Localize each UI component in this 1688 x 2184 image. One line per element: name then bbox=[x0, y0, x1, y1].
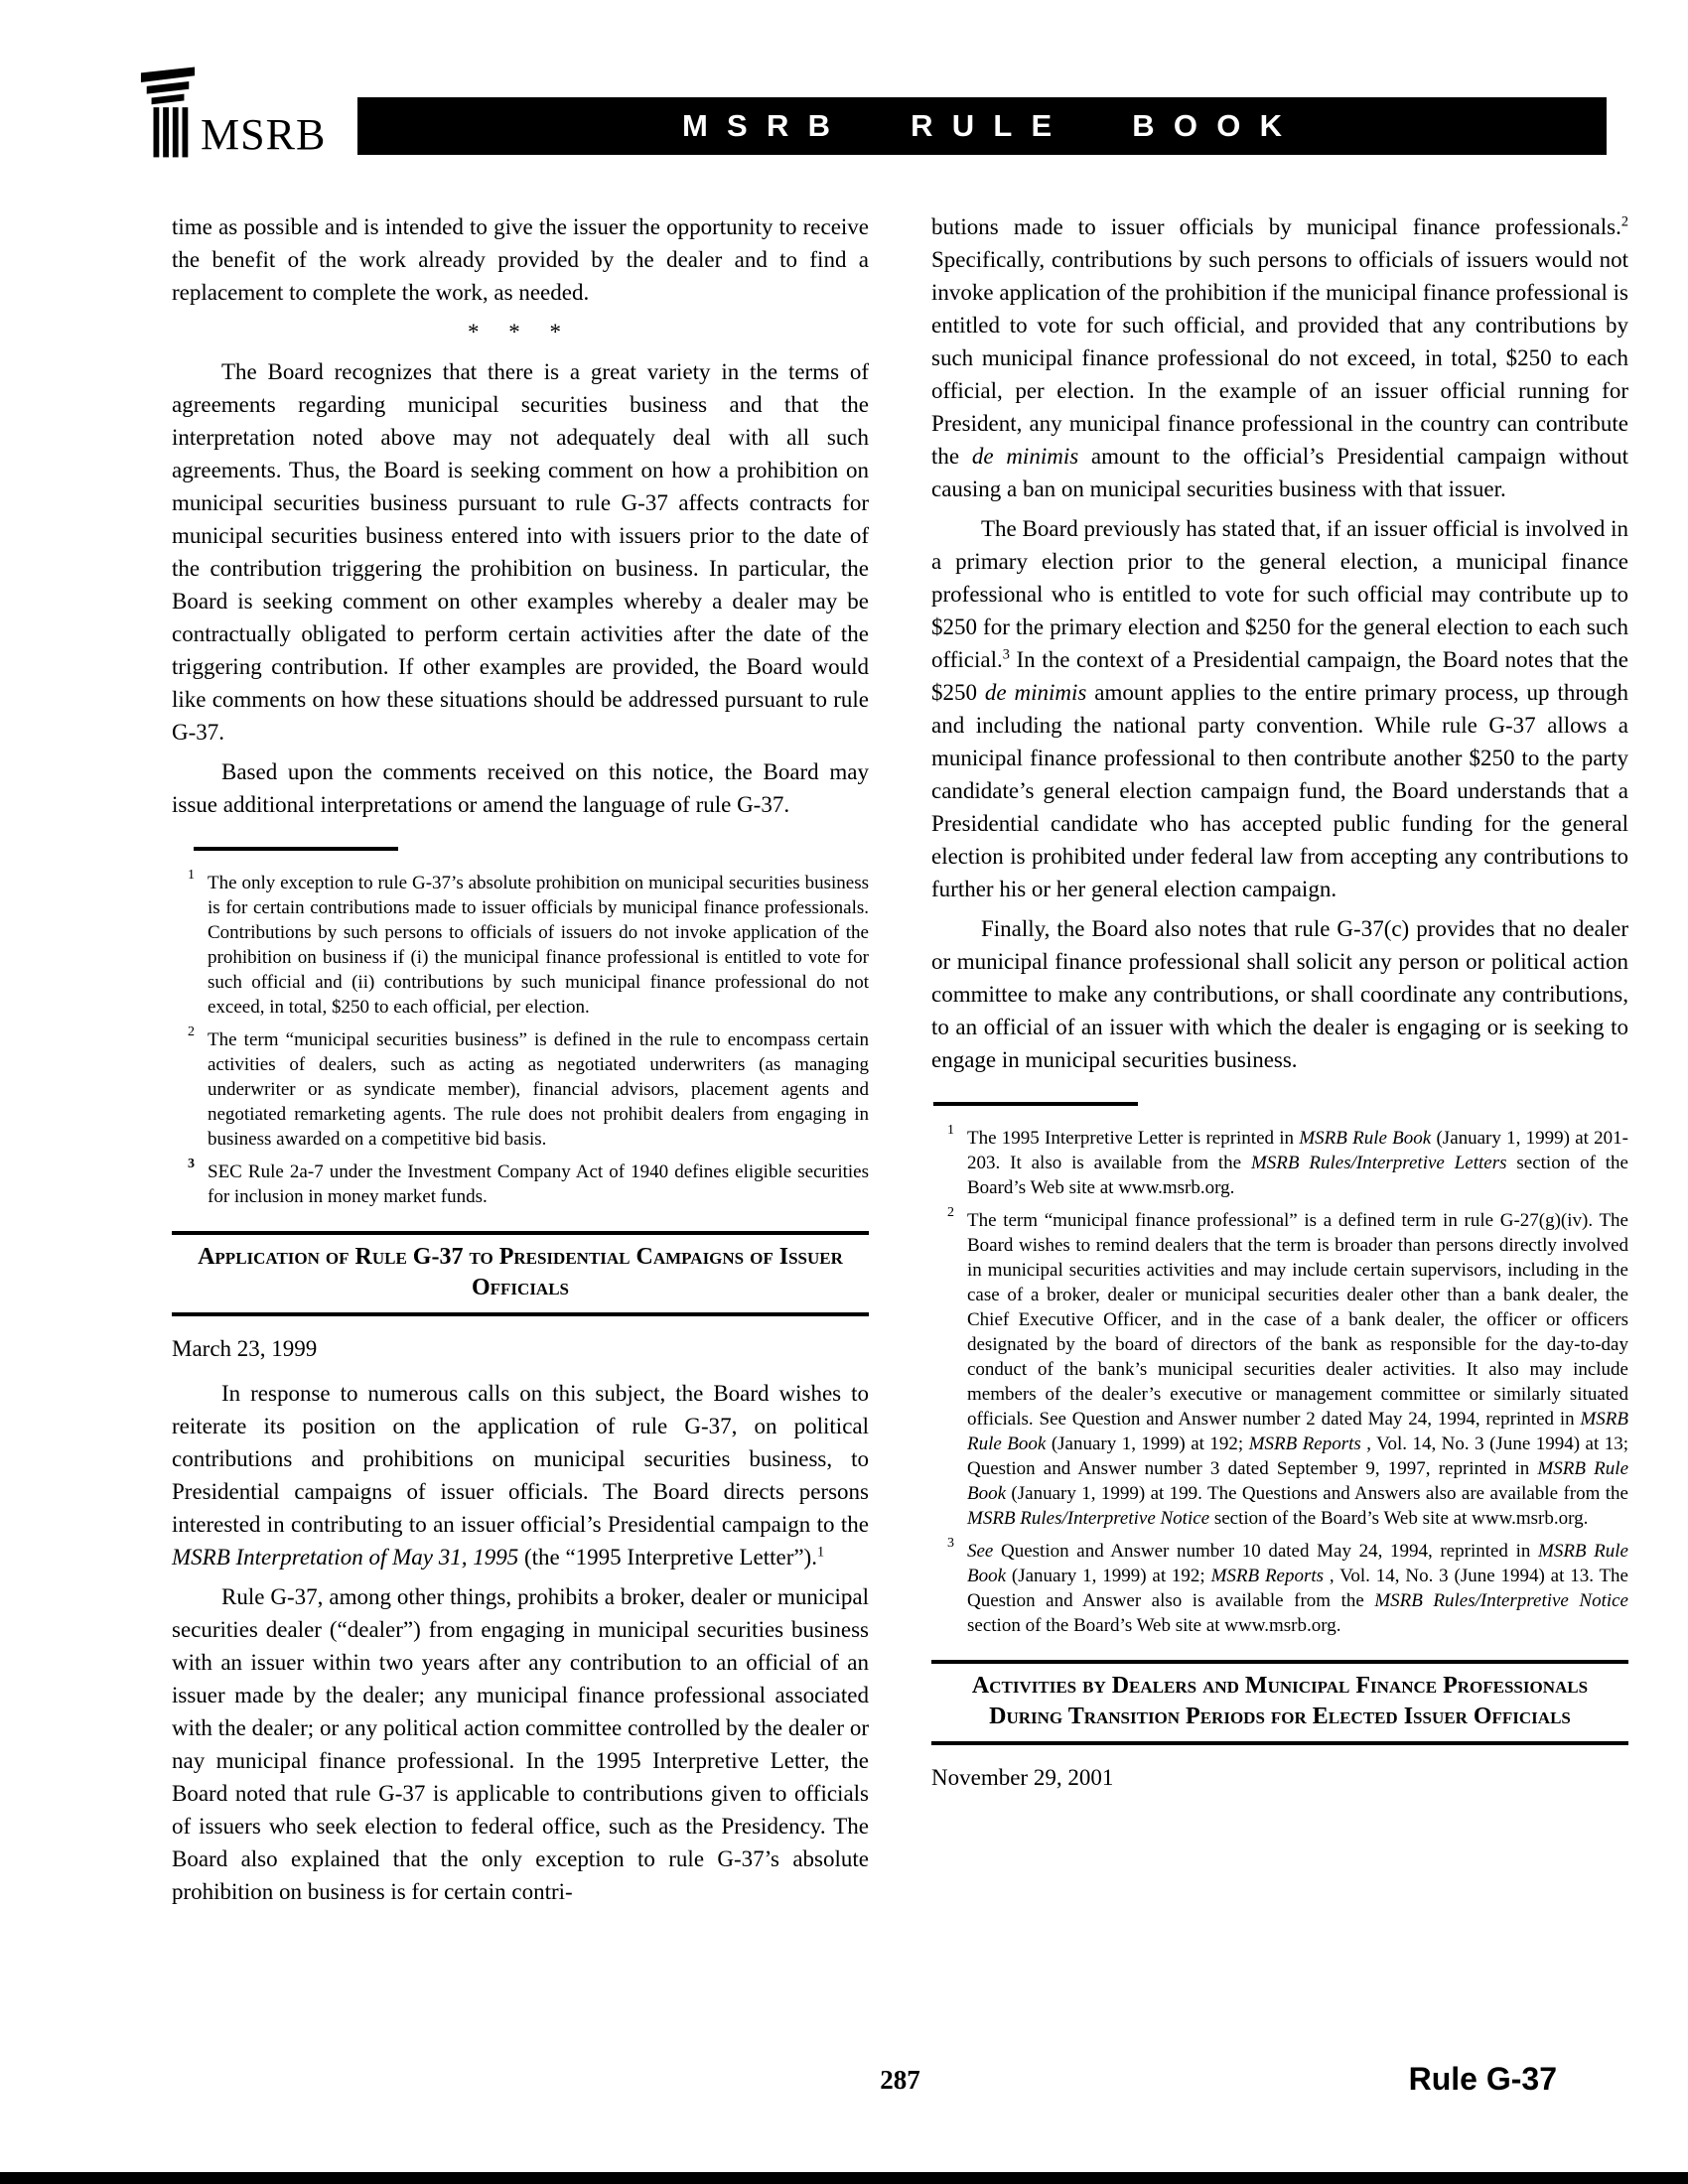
footnote-text: See Question and Answer number 10 dated May 24, 1994, reprinted in MSRB Rule Book (January 1, 1999) at 192; MSRB Reports , Vol. 14, No. 3 (June 1994) at 13. The Question and Answer also is available from the MSRB Rules/Interpretive Notice section of the Board’s Web site at www.msrb.org. bbox=[967, 1541, 1628, 1636]
date-line: March 23, 1999 bbox=[172, 1336, 318, 1361]
footnote-1 bbox=[172, 868, 869, 1020]
rule-label: Rule G-37 bbox=[1408, 2061, 1557, 2097]
footnote-separator bbox=[194, 847, 398, 851]
paragraph-butions: butions made to issuer officials by municipal finance professionals.$^2$ Specifically, contributions by such persons to officials of issuers would not invoke application of the prohibition if the municipal finance professional is entitled to vote for such official, and provided that any contributions by such municipal finance professional do not exceed, in total, $250 to each official, per election. In the example of an issuer official running for President, any municipal finance professional in the country can contribute the de minimis amount to the official’s Presidential campaign without causing a ban on municipal securities business with that issuer. bbox=[931, 213, 1628, 501]
footnote-marker: 3 bbox=[947, 1536, 954, 1551]
footnote-marker: 1 bbox=[188, 868, 195, 883]
footnote-marker: 1 bbox=[947, 1123, 954, 1138]
section-heading-presidential-campaigns: Application of Rule G-37 to Presidential Campaigns of Issuer Officials bbox=[172, 1231, 869, 1316]
footnote-text: The term “municipal finance professional” is a defined term in rule G-27(g)(iv). The Board wishes to remind dealers that the term is broader than persons directly involved in municipal securities activities and may include certain supervisors, including in the case of a broker, dealer or municipal securities dealer other than a bank dealer, the Chief Executive Officer, and in the case of a bank dealer, the officer or officers designated by the board of directors of the bank as responsible for the day-to-day conduct of the bank’s municipal securities dealer activities. It also may include members of the dealer’s executive or management committee or similarly situated officials. See Question and Answer number 2 dated May 24, 1994, reprinted in MSRB Rule Book (January 1, 1999) at 192; MSRB Reports , Vol. 14, No. 3 (June 1994) at 13; Question and Answer number 3 dated September 9, 1997, reprinted in MSRB Rule Book (January 1, 1999) at 199. The Questions and Answers also are available from the MSRB Rules/Interpretive Notice section of the Board’s Web site at www.msrb.org. bbox=[967, 1210, 1628, 1529]
footnote-3 bbox=[931, 1536, 1628, 1638]
banner-title: MSRB RULE BOOK bbox=[682, 108, 1302, 143]
paragraph-finally: Finally, the Board also notes that rule G-37(c) provides that no dealer or municipal finance professional shall solicit any person or political action committee to make any contributions, or shall coordinate any contributions, to an official of an issuer with which the dealer is engaging or is seeking to engage in municipal securities business. bbox=[931, 916, 1628, 1072]
paragraph-rule-g37-prohibits: Rule G-37, among other things, prohibits a broker, dealer or municipal securities dealer (“dealer”) from engaging in municipal securities business with an issuer within two years after any contribution to an official of an issuer made by the dealer; any municipal finance professional associated with the dealer; or any political action committee controlled by the dealer or nay municipal finance professional. In the 1995 Interpretive Letter, the Board noted that rule G-37 is applicable to contributions given to officials of issuers who seek election to federal office, such as the Presidency. The Board also explained that the only exception to rule G-37’s absolute prohibition on business is for certain contri- bbox=[172, 1584, 869, 1904]
footnote-1 bbox=[931, 1123, 1629, 1200]
footnote-marker: 3 bbox=[188, 1157, 195, 1171]
paragraph-board-recognizes: The Board recognizes that there is a great variety in the terms of agreements regarding municipal securities business and that the interpretation noted above may not adequately deal with all such agreements. Thus, the Board is seeking comment on how a prohibition on municipal securities business pursuant to rule G-37 affects contracts for municipal securities business entered into with issuers prior to the date of the contribution triggering the prohibition on business. In particular, the Board is seeking comment on other examples whereby a dealer may be contractually obligated to perform certain activities after the date of the triggering contribution. If other examples are provided, the Board would like comments on how these situations should be addressed pursuant to rule G-37. bbox=[172, 359, 869, 745]
footnote-text: The term “municipal securities business” is defined in the rule to encompass certain activities of dealers, such as acting as negotiated underwriters (as managing underwriter or as syndicate member), financial advisors, placement agents and negotiated remarketing agents. The rule does not prohibit dealers from engaging in business awarded on a competitive bid basis. bbox=[208, 1029, 869, 1150]
footnote-text: The only exception to rule G-37’s absolute prohibition on municipal securities business is for certain contributions made to issuer officials by municipal finance professionals. Contributions by such persons to officials of issuers do not invoke application of the prohibition on business if (i) the municipal finance professional is entitled to vote for such official and (ii) contributions by such municipal finance professional do not exceed, in total, $250 to each official, per election. bbox=[208, 873, 869, 1018]
paragraph-based-upon: Based upon the comments received on this notice, the Board may issue additional interpretations or amend the language of rule G-37. bbox=[172, 759, 869, 817]
paragraph-continuation: time as possible and is intended to give the issuer the opportunity to receive the benefit of the work already provided by the dealer and to find a replacement to complete the work, as needed. bbox=[172, 214, 869, 305]
footnote-separator bbox=[933, 1102, 1138, 1106]
rulebook-banner bbox=[357, 97, 1607, 155]
page-number: 287 bbox=[880, 2065, 920, 2095]
bottom-page-edge-bar bbox=[0, 2172, 1688, 2184]
footnote-2 bbox=[172, 1024, 869, 1152]
footnote-2 bbox=[931, 1205, 1628, 1531]
footnote-marker: 2 bbox=[947, 1205, 954, 1220]
section-heading-transition-periods: Activities by Dealers and Municipal Finance Professionals During Transition Periods for Elected Issuer Officials bbox=[931, 1660, 1628, 1745]
footnote-marker: 2 bbox=[188, 1024, 195, 1039]
logo-wordmark: MSRB bbox=[201, 110, 327, 159]
paragraph-in-response: In response to numerous calls on this subject, the Board wishes to reiterate its position on the application of rule G-37, on political contributions and prohibitions on municipal securities business, to Presidential campaigns of issuer officials. The Board directs persons interested in contributing to an issuer official’s Presidential campaign to the MSRB Interpretation of May 31, 1995 (the “1995 Interpretive Letter”).$^1$ bbox=[172, 1381, 869, 1570]
left-column bbox=[172, 210, 869, 1915]
msrb-column-logo-icon bbox=[139, 64, 197, 159]
footnote-3 bbox=[172, 1157, 869, 1209]
asterisk-divider: * * * bbox=[468, 320, 573, 344]
header-logo bbox=[139, 62, 326, 159]
footnote-text: SEC Rule 2a-7 under the Investment Company Act of 1940 defines eligible securities for inclusion in money market funds. bbox=[208, 1161, 869, 1207]
right-column bbox=[931, 210, 1628, 1806]
footnote-text: The 1995 Interpretive Letter is reprinted in MSRB Rule Book (January 1, 1999) at 201-203. It also is available from the MSRB Rules/Interpretive Letters section of the Board’s Web site at www.msrb.org. bbox=[967, 1128, 1629, 1198]
paragraph-board-previously: The Board previously has stated that, if an issuer official is involved in a primary election prior to the general election, a municipal finance professional who is entitled to vote for such official may contribute up to $250 for the primary election and $250 for the general election to each such official.$^3$ In the context of a Presidential campaign, the Board notes that the $250 de minimis amount applies to the entire primary process, up through and including the national party convention. While rule G-37 allows a municipal finance professional to then contribute another $250 to the party candidate’s general election campaign fund, the Board understands that a Presidential candidate who has accepted public funding for the general election is prohibited under federal law from accepting any contributions to further his or her general election campaign. bbox=[931, 516, 1628, 901]
date-line: November 29, 2001 bbox=[931, 1765, 1114, 1790]
